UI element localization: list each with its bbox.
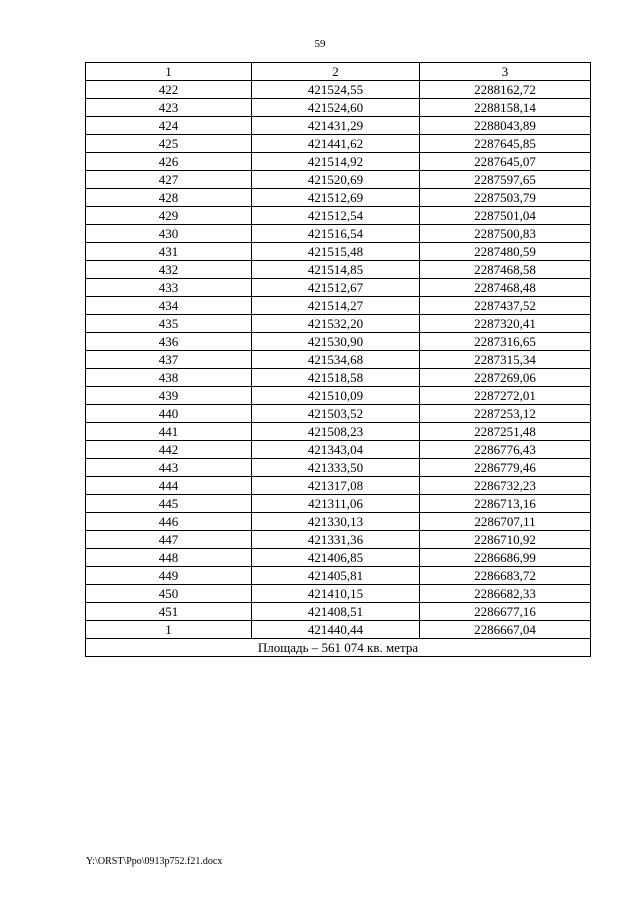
cell-y-coordinate: 2287645,07 [420, 153, 591, 171]
cell-y-coordinate: 2287253,12 [420, 405, 591, 423]
cell-y-coordinate: 2287316,65 [420, 333, 591, 351]
cell-y-coordinate: 2287597,65 [420, 171, 591, 189]
footer-file-path: Y:\ORST\Ppo\0913p752.f21.docx [86, 856, 223, 867]
cell-y-coordinate: 2287480,59 [420, 243, 591, 261]
cell-y-coordinate: 2286677,16 [420, 603, 591, 621]
cell-point-number: 433 [86, 279, 252, 297]
area-row [86, 639, 591, 657]
cell-point-number: 438 [86, 369, 252, 387]
cell-x-coordinate: 421524,60 [252, 99, 420, 117]
cell-x-coordinate: 421508,23 [252, 423, 420, 441]
cell-y-coordinate: 2286732,23 [420, 477, 591, 495]
table-row [86, 603, 591, 621]
cell-y-coordinate: 2286682,33 [420, 585, 591, 603]
cell-y-coordinate: 2286683,72 [420, 567, 591, 585]
cell-y-coordinate: 2287500,83 [420, 225, 591, 243]
table-row [86, 477, 591, 495]
cell-x-coordinate: 421410,15 [252, 585, 420, 603]
cell-point-number: 449 [86, 567, 252, 585]
cell-point-number: 444 [86, 477, 252, 495]
column-header-x: 2 [252, 63, 420, 81]
table-row [86, 567, 591, 585]
cell-x-coordinate: 421514,92 [252, 153, 420, 171]
table-row [86, 423, 591, 441]
cell-y-coordinate: 2286667,04 [420, 621, 591, 639]
cell-y-coordinate: 2286707,11 [420, 513, 591, 531]
cell-point-number: 426 [86, 153, 252, 171]
cell-x-coordinate: 421503,52 [252, 405, 420, 423]
table-row [86, 441, 591, 459]
table-row [86, 279, 591, 297]
cell-x-coordinate: 421514,85 [252, 261, 420, 279]
cell-point-number: 432 [86, 261, 252, 279]
cell-point-number: 434 [86, 297, 252, 315]
cell-x-coordinate: 421515,48 [252, 243, 420, 261]
table-row [86, 117, 591, 135]
cell-x-coordinate: 421532,20 [252, 315, 420, 333]
cell-x-coordinate: 421512,54 [252, 207, 420, 225]
cell-x-coordinate: 421408,51 [252, 603, 420, 621]
cell-x-coordinate: 421534,68 [252, 351, 420, 369]
cell-x-coordinate: 421440,44 [252, 621, 420, 639]
cell-point-number: 422 [86, 81, 252, 99]
table-row [86, 153, 591, 171]
cell-point-number: 430 [86, 225, 252, 243]
cell-x-coordinate: 421518,58 [252, 369, 420, 387]
table-header-row [86, 63, 591, 81]
cell-x-coordinate: 421317,08 [252, 477, 420, 495]
cell-x-coordinate: 421406,85 [252, 549, 420, 567]
cell-y-coordinate: 2288158,14 [420, 99, 591, 117]
column-header-y: 3 [420, 63, 591, 81]
table-row [86, 189, 591, 207]
cell-point-number: 442 [86, 441, 252, 459]
table-row [86, 315, 591, 333]
cell-y-coordinate: 2288162,72 [420, 81, 591, 99]
table-row [86, 135, 591, 153]
page-number: 59 [314, 38, 326, 50]
cell-y-coordinate: 2287251,48 [420, 423, 591, 441]
cell-point-number: 451 [86, 603, 252, 621]
table-row [86, 459, 591, 477]
area-text: Площадь – 561 074 кв. метра [86, 639, 591, 657]
cell-point-number: 450 [86, 585, 252, 603]
cell-x-coordinate: 421343,04 [252, 441, 420, 459]
cell-y-coordinate: 2287269,06 [420, 369, 591, 387]
cell-point-number: 445 [86, 495, 252, 513]
cell-point-number: 435 [86, 315, 252, 333]
cell-x-coordinate: 421331,36 [252, 531, 420, 549]
cell-point-number: 443 [86, 459, 252, 477]
cell-point-number: 440 [86, 405, 252, 423]
cell-point-number: 1 [86, 621, 252, 639]
cell-y-coordinate: 2287645,85 [420, 135, 591, 153]
cell-y-coordinate: 2287320,41 [420, 315, 591, 333]
cell-x-coordinate: 421333,50 [252, 459, 420, 477]
cell-x-coordinate: 421514,27 [252, 297, 420, 315]
cell-x-coordinate: 421441,62 [252, 135, 420, 153]
cell-x-coordinate: 421530,90 [252, 333, 420, 351]
cell-x-coordinate: 421405,81 [252, 567, 420, 585]
table-row [86, 549, 591, 567]
coordinates-table [85, 62, 591, 657]
cell-point-number: 447 [86, 531, 252, 549]
table-row [86, 387, 591, 405]
table-row [86, 369, 591, 387]
table-row [86, 261, 591, 279]
cell-point-number: 448 [86, 549, 252, 567]
table-row [86, 405, 591, 423]
cell-point-number: 424 [86, 117, 252, 135]
cell-x-coordinate: 421330,13 [252, 513, 420, 531]
cell-point-number: 427 [86, 171, 252, 189]
cell-y-coordinate: 2287315,34 [420, 351, 591, 369]
cell-point-number: 441 [86, 423, 252, 441]
cell-point-number: 431 [86, 243, 252, 261]
table-row [86, 333, 591, 351]
table-row [86, 621, 591, 639]
table-row [86, 171, 591, 189]
cell-x-coordinate: 421512,67 [252, 279, 420, 297]
cell-point-number: 446 [86, 513, 252, 531]
cell-y-coordinate: 2286686,99 [420, 549, 591, 567]
cell-point-number: 425 [86, 135, 252, 153]
table-row [86, 207, 591, 225]
cell-y-coordinate: 2287437,52 [420, 297, 591, 315]
table-row [86, 243, 591, 261]
cell-point-number: 437 [86, 351, 252, 369]
table-row [86, 99, 591, 117]
table-row [86, 81, 591, 99]
cell-y-coordinate: 2286779,46 [420, 459, 591, 477]
cell-x-coordinate: 421520,69 [252, 171, 420, 189]
cell-point-number: 436 [86, 333, 252, 351]
cell-x-coordinate: 421512,69 [252, 189, 420, 207]
cell-y-coordinate: 2287468,58 [420, 261, 591, 279]
cell-y-coordinate: 2287503,79 [420, 189, 591, 207]
cell-x-coordinate: 421524,55 [252, 81, 420, 99]
cell-y-coordinate: 2286710,92 [420, 531, 591, 549]
cell-y-coordinate: 2287468,48 [420, 279, 591, 297]
cell-x-coordinate: 421431,29 [252, 117, 420, 135]
table-row [86, 351, 591, 369]
cell-x-coordinate: 421510,09 [252, 387, 420, 405]
cell-point-number: 423 [86, 99, 252, 117]
cell-y-coordinate: 2286713,16 [420, 495, 591, 513]
cell-x-coordinate: 421311,06 [252, 495, 420, 513]
table-row [86, 513, 591, 531]
table-row [86, 297, 591, 315]
cell-y-coordinate: 2287272,01 [420, 387, 591, 405]
table-row [86, 531, 591, 549]
cell-y-coordinate: 2288043,89 [420, 117, 591, 135]
cell-y-coordinate: 2287501,04 [420, 207, 591, 225]
table-row [86, 585, 591, 603]
table-row [86, 225, 591, 243]
cell-y-coordinate: 2286776,43 [420, 441, 591, 459]
cell-point-number: 429 [86, 207, 252, 225]
cell-point-number: 439 [86, 387, 252, 405]
column-header-point: 1 [86, 63, 252, 81]
cell-point-number: 428 [86, 189, 252, 207]
table-row [86, 495, 591, 513]
cell-x-coordinate: 421516,54 [252, 225, 420, 243]
